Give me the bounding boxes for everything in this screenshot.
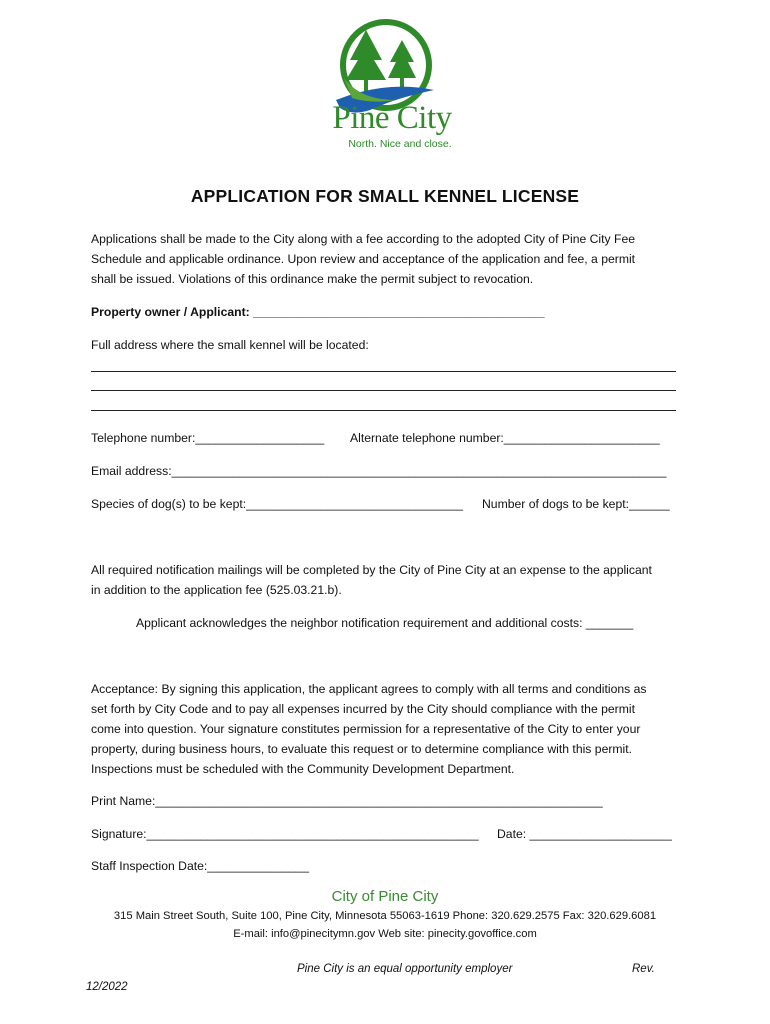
staff-inspection-date-field[interactable]: Staff Inspection Date:_______________ bbox=[91, 859, 309, 873]
owner-field[interactable]: Property owner / Applicant: ___________________________________________ bbox=[91, 305, 545, 319]
date-field[interactable]: Date: _____________________ bbox=[497, 827, 672, 841]
dog-count-field[interactable]: Number of dogs to be kept:______ bbox=[482, 497, 670, 511]
address-line-3[interactable] bbox=[91, 410, 676, 411]
address-label: Full address where the small kennel will be located: bbox=[91, 338, 369, 352]
pine-city-logo bbox=[300, 18, 470, 158]
address-line-2[interactable] bbox=[91, 390, 676, 391]
species-field[interactable]: Species of dog(s) to be kept:________________________________ bbox=[91, 497, 464, 511]
acceptance-line-5: Inspections must be scheduled with the Community Development Department. bbox=[91, 762, 515, 776]
footer-city-name: City of Pine City bbox=[331, 888, 439, 905]
pine-tree-emblem-icon bbox=[300, 18, 470, 158]
acceptance-line-4: property, during business hours, to evaluate this request or to determine compliance with this permit. bbox=[91, 742, 633, 756]
acceptance-line-3: come into question. Your signature constitutes permission for a representative of the City to enter your bbox=[91, 722, 641, 736]
footer-contact: E-mail: info@pinecitymn.gov Web site: pinecity.govoffice.com bbox=[233, 928, 537, 940]
signature-field[interactable]: Signature:_________________________________________________ bbox=[91, 827, 479, 841]
intro-line-2: Schedule and applicable ordinance. Upon review and acceptance of the application and fee, a permit bbox=[91, 252, 636, 266]
equal-opportunity-statement: Pine City is an equal opportunity employer bbox=[297, 963, 513, 975]
notification-line-1: All required notification mailings will be completed by the City of Pine City at an expense to the applicant bbox=[91, 563, 652, 577]
address-line-1[interactable] bbox=[91, 371, 676, 372]
revision-label: Rev. bbox=[632, 963, 655, 975]
acceptance-line-1: Acceptance: By signing this application, the applicant agrees to comply with all terms and conditions as bbox=[91, 682, 647, 696]
telephone-field[interactable]: Telephone number:___________________ bbox=[91, 431, 325, 445]
acknowledgement-field[interactable]: Applicant acknowledges the neighbor notification requirement and additional costs: _______ bbox=[136, 616, 634, 630]
brand-name: Pine City bbox=[332, 100, 452, 136]
footer-address: 315 Main Street South, Suite 100, Pine City, Minnesota 55063-1619 Phone: 320.629.2575 Fax: 320.629.6081 bbox=[113, 910, 657, 922]
alternate-telephone-field[interactable]: Alternate telephone number:_______________________ bbox=[350, 431, 660, 445]
form-title: APPLICATION FOR SMALL KENNEL LICENSE bbox=[190, 186, 580, 206]
notification-line-2: in addition to the application fee (525.03.21.b). bbox=[91, 583, 342, 597]
intro-line-1: Applications shall be made to the City along with a fee according to the adopted City of Pine City Fee bbox=[91, 232, 636, 246]
email-field[interactable]: Email address:_________________________________________________________________________ bbox=[91, 464, 667, 478]
print-name-field[interactable]: Print Name:__________________________________________________________________ bbox=[91, 794, 603, 808]
brand-tagline: North. Nice and close. bbox=[348, 138, 452, 150]
acceptance-line-2: set forth by City Code and to pay all expenses incurred by the City should compliance with the permit bbox=[91, 702, 635, 716]
revision-date: 12/2022 bbox=[86, 981, 128, 993]
intro-line-3: shall be issued. Violations of this ordinance make the permit subject to revocation. bbox=[91, 272, 534, 286]
